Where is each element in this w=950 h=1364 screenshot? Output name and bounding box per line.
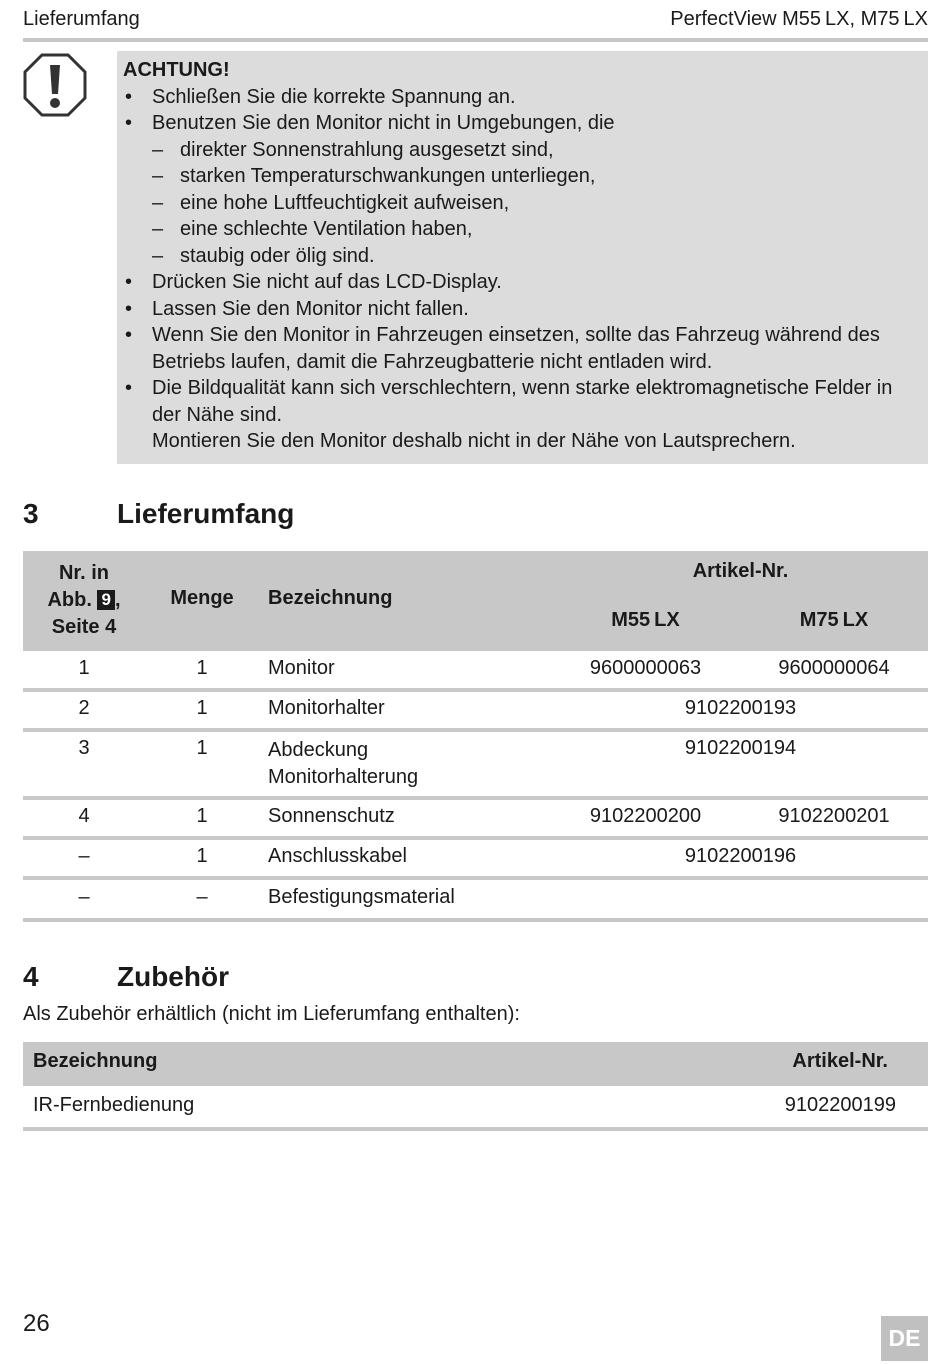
header-bezeichnung: Bezeichnung xyxy=(268,587,393,609)
table-header xyxy=(23,551,928,651)
warning-item: • Benutzen Sie den Monitor nicht in Umgebungen, die xyxy=(125,112,615,134)
header-artikel-nr: Artikel-Nr. xyxy=(792,1050,888,1072)
section-number: 4 xyxy=(23,961,39,992)
warning-item: • Drücken Sie nicht auf das LCD-Display. xyxy=(125,271,502,293)
table-header xyxy=(23,1042,928,1086)
warning-subitem: – eine schlechte Ventilation haben, xyxy=(152,218,473,240)
warning-item: • Wenn Sie den Monitor in Fahrzeugen einsetzen, sollte das Fahrzeug während des xyxy=(125,324,880,346)
header-rule xyxy=(23,38,928,42)
header-menge: Menge xyxy=(170,587,234,609)
warning-item: • Die Bildqualität kann sich verschlechtern, wenn starke elektromagnetische Felder in xyxy=(125,377,893,399)
warning-item-continuation: Montieren Sie den Monitor deshalb nicht in der Nähe von Lautsprechern. xyxy=(152,430,796,452)
warning-subitem: – direkter Sonnenstrahlung ausgesetzt sind, xyxy=(152,138,554,161)
figure-number-badge: 9 xyxy=(97,590,114,610)
warning-subitem: – starken Temperaturschwankungen unterliegen, xyxy=(152,165,596,187)
table-row: 3 1 Abdeckung Monitorhalterung 9102200194 xyxy=(23,732,928,800)
accessories-intro: Als Zubehör erhältlich (nicht im Lieferumfang enthalten): xyxy=(23,1003,520,1025)
accessories-table xyxy=(23,1042,928,1131)
warning-item-continuation: der Nähe sind. xyxy=(152,403,283,426)
warning-item: • Lassen Sie den Monitor nicht fallen. xyxy=(125,297,469,320)
running-header-product: PerfectView M55 LX, M75 LX xyxy=(670,8,928,30)
delivery-table xyxy=(23,551,928,922)
running-header-section: Lieferumfang xyxy=(23,8,140,30)
section-number: 3 xyxy=(23,498,39,529)
section-title: Lieferumfang xyxy=(117,498,295,529)
table-row: – 1 Anschlusskabel 9102200196 xyxy=(23,840,928,880)
warning-item: • Schließen Sie die korrekte Spannung an. xyxy=(125,85,516,108)
warning-title: ACHTUNG! xyxy=(123,59,230,81)
section-title: Zubehör xyxy=(117,961,229,992)
table-row: IR-Fernbedienung 9102200199 xyxy=(23,1086,928,1131)
exclamation-octagon-icon xyxy=(22,52,88,118)
page-number: 26 xyxy=(23,1310,50,1337)
table-row: 2 1 Monitorhalter 9102200193 xyxy=(23,692,928,732)
warning-subitem: – eine hohe Luftfeuchtigkeit aufweisen, xyxy=(152,191,510,214)
table-row: – – Befestigungsmaterial xyxy=(23,880,928,922)
table-row: 4 1 Sonnenschutz 9102200200 9102200201 xyxy=(23,800,928,840)
table-row: 1 1 Monitor 9600000063 9600000064 xyxy=(23,651,928,692)
header-artikel-nr: Artikel-Nr. xyxy=(692,560,789,582)
header-nr: Nr. in Abb. 9 , Seite 4 xyxy=(47,562,121,638)
warning-subitem: – staubig oder ölig sind. xyxy=(152,244,375,267)
header-bezeichnung: Bezeichnung xyxy=(33,1050,158,1072)
warning-item-continuation: Betriebs laufen, damit die Fahrzeugbatterie nicht entladen wird. xyxy=(152,350,713,373)
warning-box xyxy=(117,51,928,464)
language-badge: DE xyxy=(881,1316,928,1361)
header-m55lx: M55 LX xyxy=(611,609,680,631)
header-m75lx: M75 LX xyxy=(799,609,869,631)
